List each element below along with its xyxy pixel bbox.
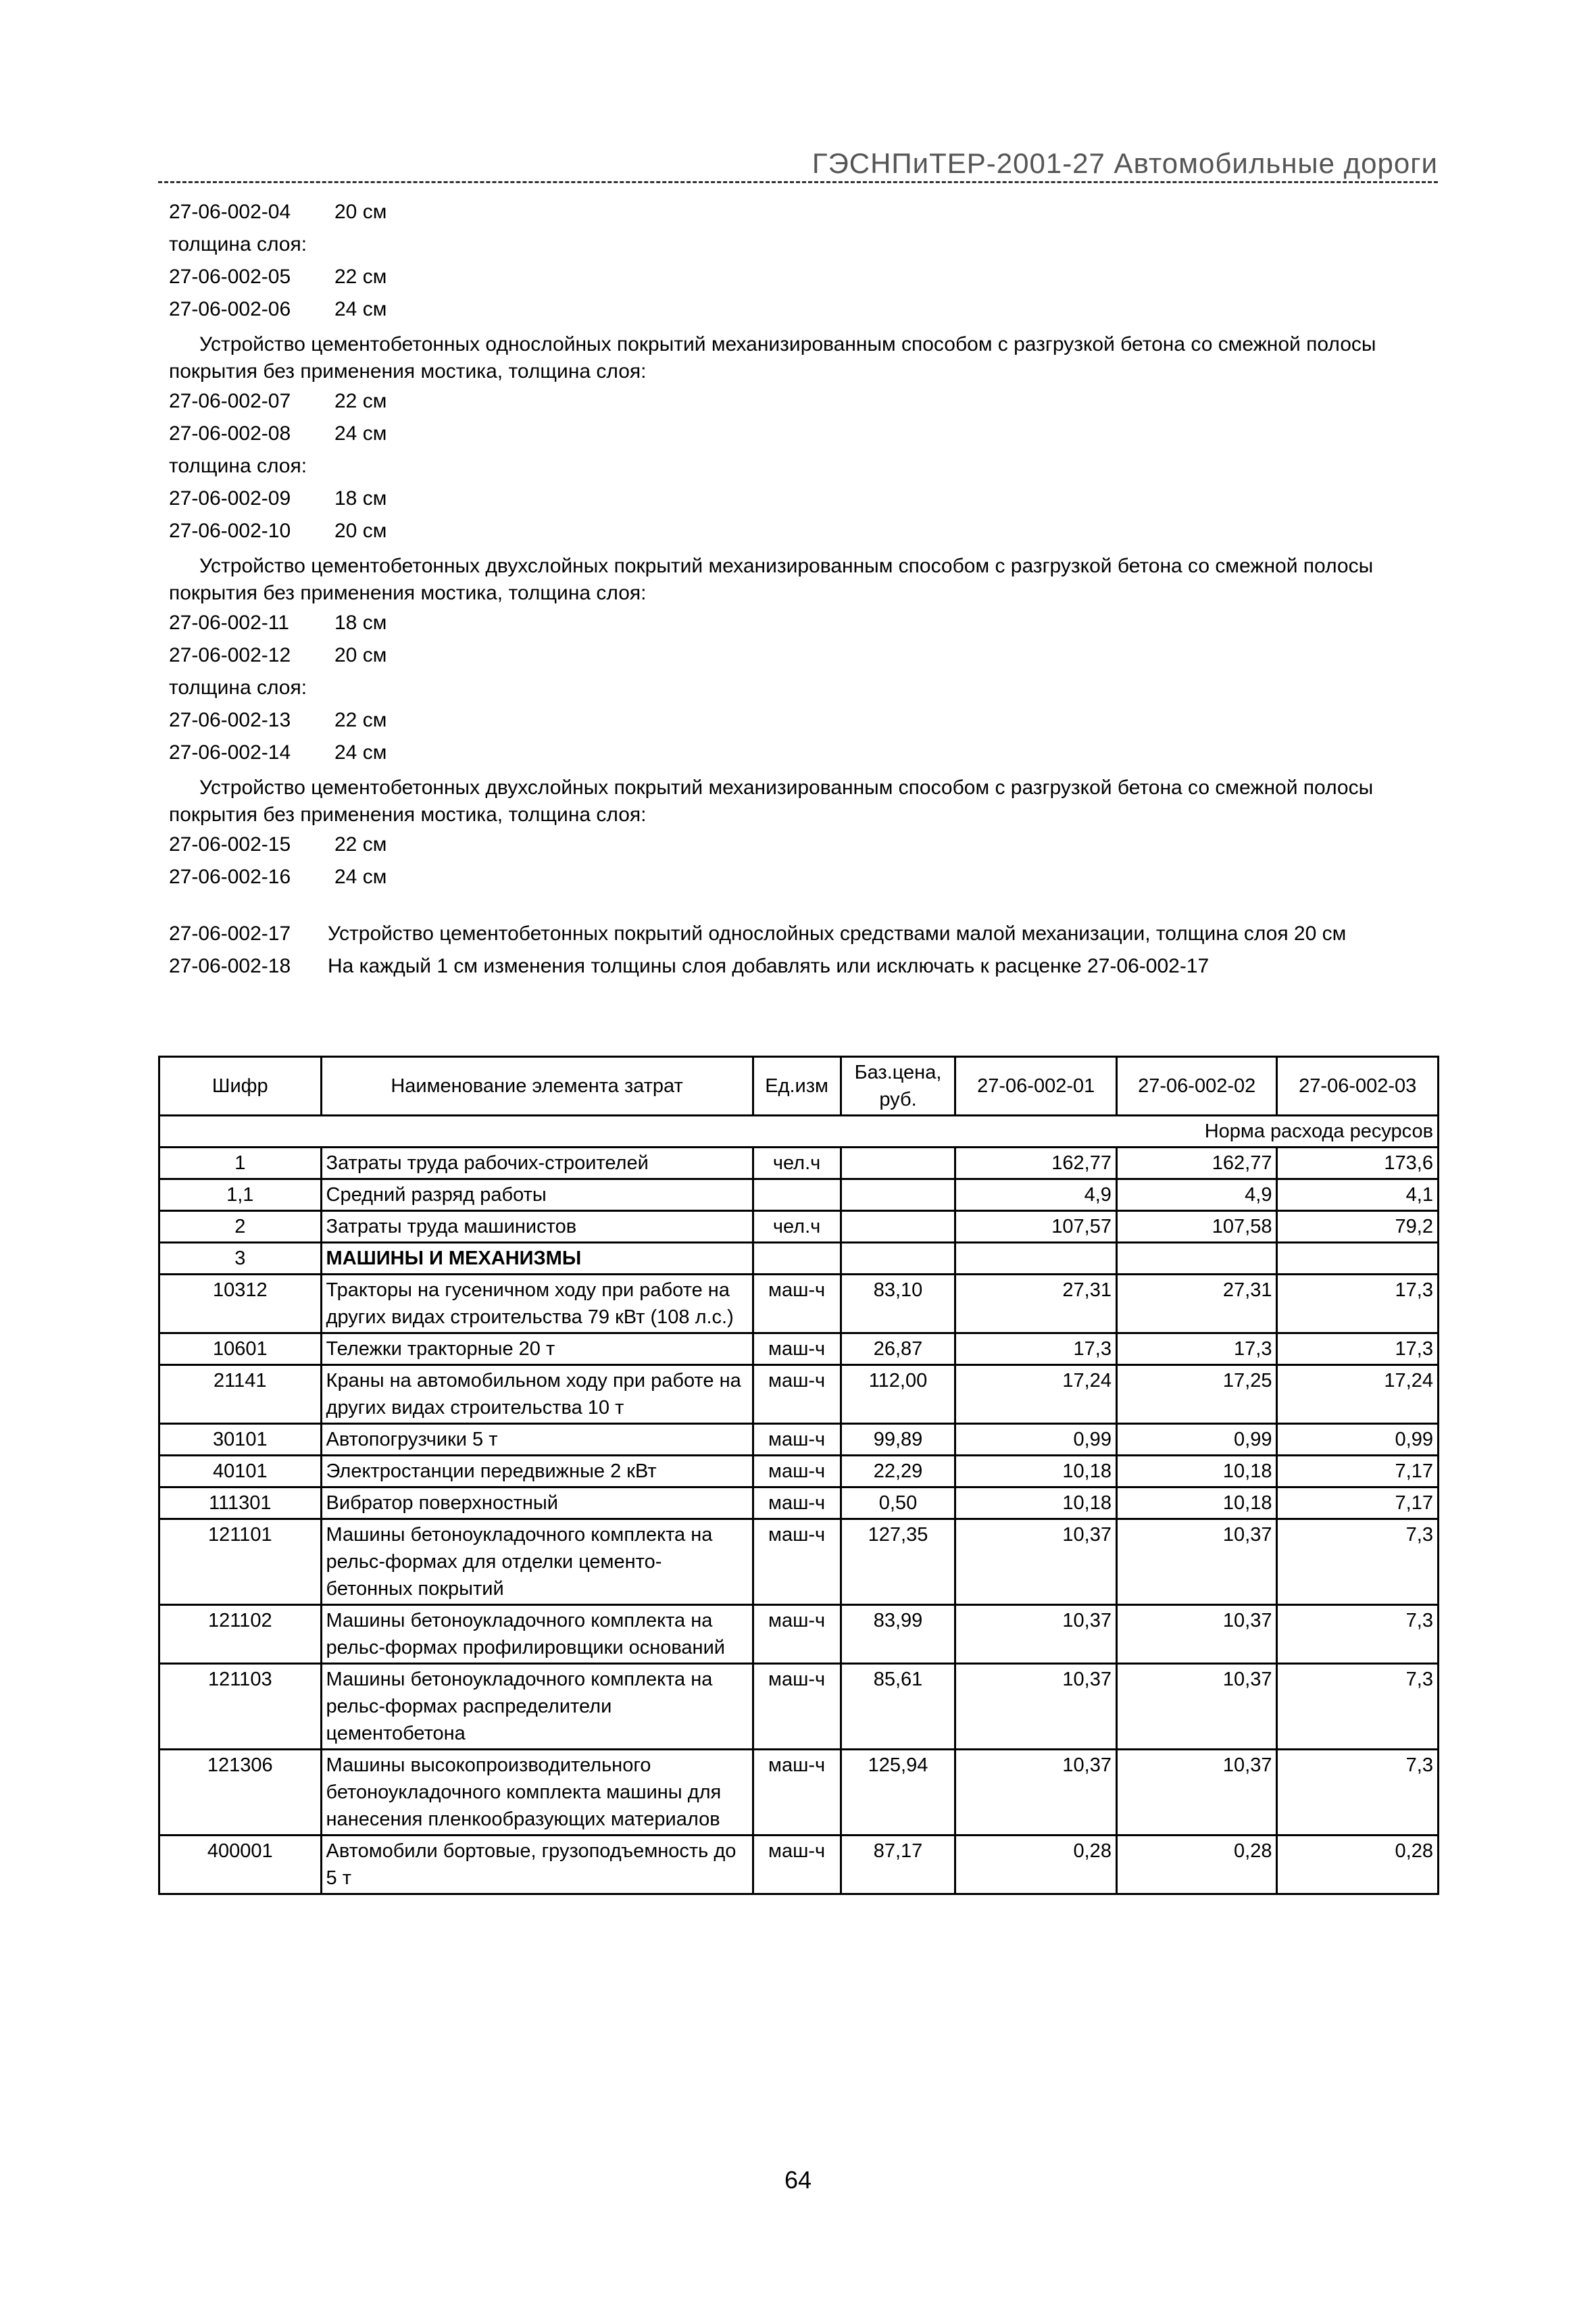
cell-value-01: 17,3	[955, 1333, 1117, 1365]
cell-value-01	[955, 1243, 1117, 1275]
cell-shifr: 121306	[159, 1750, 322, 1836]
code-label: 27-06-002-18	[169, 955, 291, 977]
code-line	[169, 515, 1453, 547]
cell-name: Тележки тракторные 20 т	[321, 1333, 753, 1365]
code-line	[169, 607, 1453, 639]
code-value: 24 см	[334, 422, 387, 445]
code-label: 27-06-002-07	[169, 390, 291, 412]
cell-shifr: 400001	[159, 1836, 322, 1894]
cell-unit: маш-ч	[753, 1365, 841, 1424]
cell-value-02: 10,37	[1116, 1750, 1277, 1836]
cell-value-01: 10,37	[955, 1605, 1117, 1664]
cell-value-03: 173,6	[1277, 1148, 1439, 1179]
cell-value-01: 162,77	[955, 1148, 1117, 1179]
cell-price: 112,00	[841, 1365, 955, 1424]
code-line	[169, 483, 1453, 515]
table-row	[159, 1664, 1439, 1750]
table-header-row	[159, 1057, 1439, 1116]
header-divider	[158, 181, 1438, 183]
cell-unit: маш-ч	[753, 1487, 841, 1519]
page-number: 64	[784, 2166, 812, 2194]
code-line	[169, 261, 1453, 293]
cell-unit	[753, 1243, 841, 1275]
cell-value-03: 0,28	[1277, 1836, 1439, 1894]
resource-table	[158, 1056, 1439, 1895]
code-line	[169, 385, 1453, 418]
cell-unit: чел.ч	[753, 1148, 841, 1179]
cell-value-03: 7,17	[1277, 1487, 1439, 1519]
header-price: Баз.цена, руб.	[841, 1057, 955, 1116]
table-row	[159, 1365, 1439, 1424]
cell-name: Автомобили бортовые, грузоподъемность до 5 т	[321, 1836, 753, 1894]
code-label: толщина слоя:	[169, 455, 307, 477]
cell-value-02	[1116, 1243, 1277, 1275]
cell-name: Машины бетоноукладочного комплекта на рельс-формах для отделки цементо-бетонных покрытий	[321, 1519, 753, 1605]
cell-value-02: 0,99	[1116, 1424, 1277, 1456]
code-label: 27-06-002-14	[169, 741, 291, 764]
code-label: 27-06-002-16	[169, 866, 291, 888]
table-row	[159, 1456, 1439, 1487]
cell-price	[841, 1179, 955, 1211]
document-header: ГЭСНПиТЕР-2001-27 Автомобильные дороги	[812, 147, 1438, 179]
cell-shifr: 10601	[159, 1333, 322, 1365]
cell-value-01: 27,31	[955, 1275, 1117, 1333]
cell-shifr: 40101	[159, 1456, 322, 1487]
code-line	[169, 639, 1453, 672]
intro-section	[169, 196, 1453, 983]
cell-value-03: 0,99	[1277, 1424, 1439, 1456]
table-row	[159, 1179, 1439, 1211]
cell-price: 125,94	[841, 1750, 955, 1836]
code-value: 24 см	[334, 298, 387, 320]
description-paragraph-2: Устройство цементобетонных двухслойных покрытий механизированным способом с разгрузкой бетона со смежной полосы покрытия без применения мостика, толщина слоя:	[169, 555, 1374, 604]
cell-name: Затраты труда рабочих-строителей	[321, 1148, 753, 1179]
code-label: 27-06-002-13	[169, 709, 291, 731]
cell-value-02: 17,3	[1116, 1333, 1277, 1365]
code-list-4	[169, 829, 1453, 893]
cell-value-01: 107,57	[955, 1211, 1117, 1243]
code-description: Устройство цементобетонных покрытий однослойных средствами малой механизации, толщина слоя 20 см	[328, 922, 1347, 945]
cell-value-03: 7,17	[1277, 1456, 1439, 1487]
cell-value-03: 17,3	[1277, 1333, 1439, 1365]
cell-unit: маш-ч	[753, 1275, 841, 1333]
code-label: толщина слоя:	[169, 233, 307, 255]
code-value: 22 см	[334, 833, 387, 856]
cell-value-01: 0,28	[955, 1836, 1117, 1894]
cell-price: 0,50	[841, 1487, 955, 1519]
code-label: 27-06-002-15	[169, 833, 291, 856]
norm-label: Норма расхода ресурсов	[159, 1116, 1439, 1148]
cell-name: Тракторы на гусеничном ходу при работе на других видах строительства 79 кВт (108 л.с.)	[321, 1275, 753, 1333]
table-row	[159, 1424, 1439, 1456]
cell-value-01: 0,99	[955, 1424, 1117, 1456]
cell-value-01: 10,18	[955, 1487, 1117, 1519]
cell-shifr: 121103	[159, 1664, 322, 1750]
code-label: 27-06-002-09	[169, 487, 291, 510]
cell-shifr: 121102	[159, 1605, 322, 1664]
cell-unit: маш-ч	[753, 1424, 841, 1456]
code-label: 27-06-002-12	[169, 644, 291, 666]
code-label: 27-06-002-10	[169, 520, 291, 542]
cell-name: Автопогрузчики 5 т	[321, 1424, 753, 1456]
cell-shifr: 3	[159, 1243, 322, 1275]
code-line	[169, 418, 1453, 450]
cell-name: Затраты труда машинистов	[321, 1211, 753, 1243]
description-paragraph-3: Устройство цементобетонных двухслойных покрытий механизированным способом с разгрузкой бетона со смежной полосы покрытия без применения мостика, толщина слоя:	[169, 777, 1374, 826]
code-label: толщина слоя:	[169, 676, 307, 699]
table-row	[159, 1275, 1439, 1333]
cell-value-03: 7,3	[1277, 1519, 1439, 1605]
header-code-02: 27-06-002-02	[1116, 1057, 1277, 1116]
code-label: 27-06-002-08	[169, 422, 291, 445]
cell-price: 83,99	[841, 1605, 955, 1664]
code-value: 18 см	[334, 612, 387, 634]
cell-value-03: 17,24	[1277, 1365, 1439, 1424]
cell-price: 85,61	[841, 1664, 955, 1750]
header-name: Наименование элемента затрат	[321, 1057, 753, 1116]
code-label: 27-06-002-06	[169, 298, 291, 320]
cell-value-02: 10,37	[1116, 1605, 1277, 1664]
header-unit: Ед.изм	[753, 1057, 841, 1116]
cell-shifr: 30101	[159, 1424, 322, 1456]
code-value: 22 см	[334, 390, 387, 412]
cell-value-02: 107,58	[1116, 1211, 1277, 1243]
table-row	[159, 1836, 1439, 1894]
cell-price: 83,10	[841, 1275, 955, 1333]
cell-value-02: 4,9	[1116, 1179, 1277, 1211]
cell-value-03: 4,1	[1277, 1179, 1439, 1211]
code-value: 20 см	[334, 201, 387, 223]
description-paragraph-1: Устройство цементобетонных однослойных покрытий механизированным способом с разгрузкой бетона со смежной полосы покрытия без применения мостика, толщина слоя:	[169, 333, 1376, 383]
code-line	[169, 196, 1453, 228]
code-line	[169, 228, 1453, 261]
cell-unit: маш-ч	[753, 1333, 841, 1365]
code-line	[169, 293, 1453, 326]
cell-value-01: 10,37	[955, 1750, 1117, 1836]
cell-name: Средний разряд работы	[321, 1179, 753, 1211]
table-row	[159, 1605, 1439, 1664]
cell-name: Машины бетоноукладочного комплекта на рельс-формах профилировщики оснований	[321, 1605, 753, 1664]
code-description-line	[169, 950, 1453, 983]
cell-value-03: 7,3	[1277, 1750, 1439, 1836]
cell-value-01: 17,24	[955, 1365, 1117, 1424]
code-value: 24 см	[334, 866, 387, 888]
table-row	[159, 1243, 1439, 1275]
code-line	[169, 450, 1453, 483]
code-value: 20 см	[334, 520, 387, 542]
cell-value-02: 0,28	[1116, 1836, 1277, 1894]
code-value: 20 см	[334, 644, 387, 666]
cell-shifr: 21141	[159, 1365, 322, 1424]
header-code-01: 27-06-002-01	[955, 1057, 1117, 1116]
cell-unit: маш-ч	[753, 1605, 841, 1664]
cell-value-03: 17,3	[1277, 1275, 1439, 1333]
code-description-list	[169, 918, 1453, 983]
cell-price	[841, 1148, 955, 1179]
cell-unit	[753, 1179, 841, 1211]
cell-name: Вибратор поверхностный	[321, 1487, 753, 1519]
cell-value-01: 10,37	[955, 1664, 1117, 1750]
table-row	[159, 1333, 1439, 1365]
code-line	[169, 829, 1453, 861]
cell-price: 22,29	[841, 1456, 955, 1487]
cell-unit: маш-ч	[753, 1519, 841, 1605]
cell-value-02: 27,31	[1116, 1275, 1277, 1333]
cell-value-03: 7,3	[1277, 1664, 1439, 1750]
code-value: 22 см	[334, 709, 387, 731]
cell-price	[841, 1211, 955, 1243]
table-row	[159, 1211, 1439, 1243]
code-value: 18 см	[334, 487, 387, 510]
cell-name: Электростанции передвижные 2 кВт	[321, 1456, 753, 1487]
cell-shifr: 2	[159, 1211, 322, 1243]
code-list-1	[169, 196, 1453, 326]
cell-value-01: 10,18	[955, 1456, 1117, 1487]
header-code-03: 27-06-002-03	[1277, 1057, 1439, 1116]
cell-unit: маш-ч	[753, 1664, 841, 1750]
code-list-3	[169, 607, 1453, 769]
code-label: 27-06-002-17	[169, 922, 291, 945]
cell-name: Машины высокопроизводительного бетоноукладочного комплекта машины для нанесения пленкообразующих материалов	[321, 1750, 753, 1836]
spacer	[169, 893, 1453, 918]
code-line	[169, 861, 1453, 893]
code-line	[169, 672, 1453, 704]
cell-value-02: 17,25	[1116, 1365, 1277, 1424]
cell-price: 87,17	[841, 1836, 955, 1894]
code-value: 24 см	[334, 741, 387, 764]
code-list-2	[169, 385, 1453, 547]
cell-value-02: 10,18	[1116, 1487, 1277, 1519]
code-description-line	[169, 918, 1453, 950]
cell-unit: маш-ч	[753, 1750, 841, 1836]
cell-shifr: 1,1	[159, 1179, 322, 1211]
cell-unit: маш-ч	[753, 1456, 841, 1487]
cell-name: Краны на автомобильном ходу при работе на других видах строительства 10 т	[321, 1365, 753, 1424]
cell-shifr: 121101	[159, 1519, 322, 1605]
table-row	[159, 1750, 1439, 1836]
cell-shifr: 111301	[159, 1487, 322, 1519]
cell-value-03	[1277, 1243, 1439, 1275]
cell-price: 99,89	[841, 1424, 955, 1456]
code-line	[169, 704, 1453, 737]
table-row	[159, 1148, 1439, 1179]
cell-price: 127,35	[841, 1519, 955, 1605]
table-row	[159, 1519, 1439, 1605]
norm-row	[159, 1116, 1439, 1148]
cell-price: 26,87	[841, 1333, 955, 1365]
cell-value-02: 10,37	[1116, 1519, 1277, 1605]
cell-value-03: 7,3	[1277, 1605, 1439, 1664]
code-label: 27-06-002-05	[169, 266, 291, 288]
code-line	[169, 737, 1453, 769]
code-description: На каждый 1 см изменения толщины слоя добавлять или исключать к расценке 27-06-002-17	[328, 955, 1210, 977]
cell-name: Машины бетоноукладочного комплекта на рельс-формах распределители цементобетона	[321, 1664, 753, 1750]
code-label: 27-06-002-04	[169, 201, 291, 223]
cell-shifr: 10312	[159, 1275, 322, 1333]
cell-unit: маш-ч	[753, 1836, 841, 1894]
cell-unit: чел.ч	[753, 1211, 841, 1243]
cell-value-01: 10,37	[955, 1519, 1117, 1605]
cell-name: МАШИНЫ И МЕХАНИЗМЫ	[321, 1243, 753, 1275]
code-label: 27-06-002-11	[169, 612, 289, 634]
header-shifr: Шифр	[159, 1057, 322, 1116]
code-value: 22 см	[334, 266, 387, 288]
cell-value-02: 10,37	[1116, 1664, 1277, 1750]
cell-value-02: 10,18	[1116, 1456, 1277, 1487]
cell-price	[841, 1243, 955, 1275]
cell-value-03: 79,2	[1277, 1211, 1439, 1243]
table-row	[159, 1487, 1439, 1519]
cell-shifr: 1	[159, 1148, 322, 1179]
cell-value-01: 4,9	[955, 1179, 1117, 1211]
cell-value-02: 162,77	[1116, 1148, 1277, 1179]
